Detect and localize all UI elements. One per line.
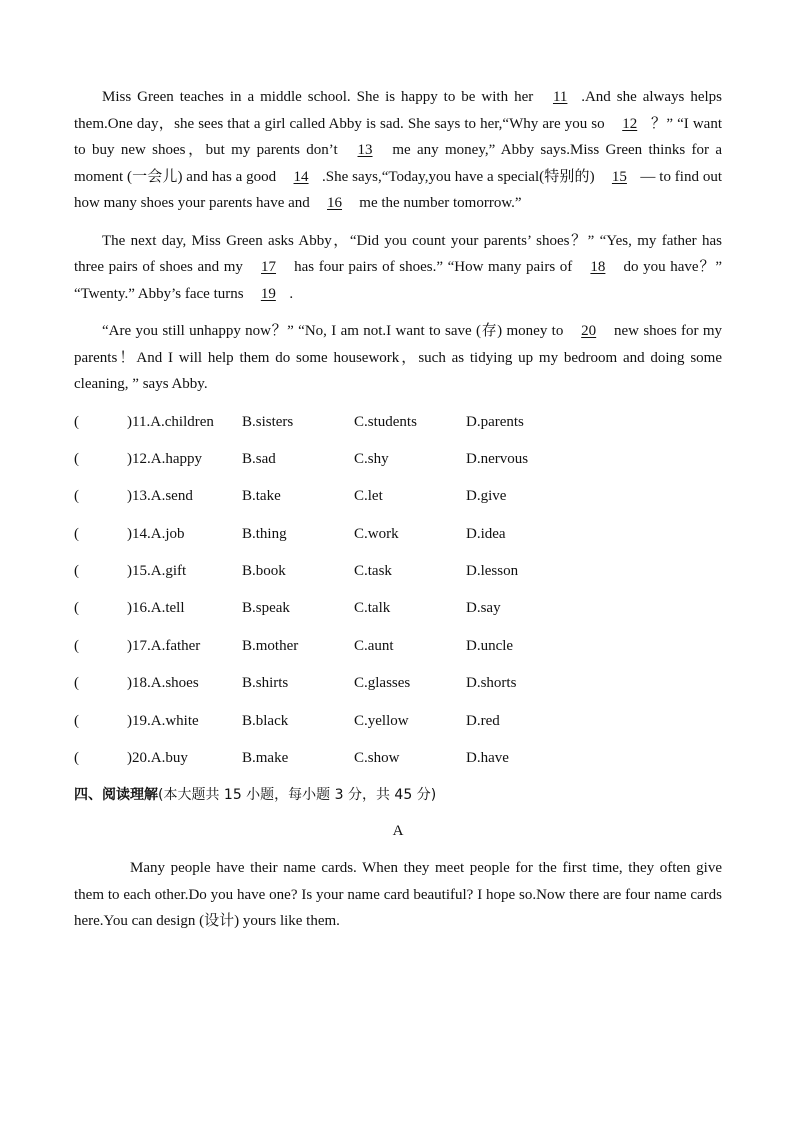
option-row <box>74 670 722 707</box>
options-list <box>74 409 722 783</box>
option-a: )15.A.gift <box>127 563 187 580</box>
option-b: B.mother <box>242 637 299 654</box>
option-b: B.thing <box>242 525 287 542</box>
option-d: D.uncle <box>466 637 514 654</box>
option-b: B.sisters <box>242 413 294 430</box>
option-b: B.speak <box>242 600 290 617</box>
option-c: C.aunt <box>354 637 394 654</box>
option-d: D.lesson <box>466 563 519 580</box>
option-d: D.nervous <box>466 450 529 467</box>
option-b: B.book <box>242 563 286 580</box>
answer-paren: ( <box>74 750 79 767</box>
blank-17: 17 <box>261 259 277 275</box>
text: .And she always helps them.One day，she sees that a girl called Abby is sad. She says to her,“Why are you so <box>74 89 722 132</box>
blank-19: 19 <box>260 285 276 302</box>
passage-label: A <box>392 823 404 840</box>
text: new shoes for my parents！And I will help them do some housework，such as tidying up my bedroom and doing some cleaning, ” says Abby. <box>74 323 723 392</box>
option-d: D.give <box>466 488 507 505</box>
text: ？” “I want to buy new shoes，but my parents don’t <box>74 115 723 158</box>
cloze-paragraph-3 <box>74 318 722 398</box>
answer-paren: ( <box>74 675 79 692</box>
text: “Are you still unhappy now？” “No, I am not.I want to save (存) money to <box>102 323 568 339</box>
blank-16: 16 <box>327 195 343 211</box>
cloze-paragraph-1 <box>74 84 722 217</box>
option-row <box>74 708 722 745</box>
exam-page <box>74 84 722 935</box>
blank-18: 18 <box>590 259 606 275</box>
option-c: C.talk <box>354 600 391 617</box>
option-row <box>74 633 722 670</box>
option-row <box>74 521 722 558</box>
answer-paren: ( <box>74 637 79 654</box>
option-row <box>74 558 722 595</box>
option-a: )19.A.white <box>127 712 199 729</box>
option-c: C.students <box>354 413 417 430</box>
answer-paren: ( <box>74 525 79 542</box>
option-b: B.make <box>242 750 289 767</box>
option-row <box>74 446 722 483</box>
option-d: D.say <box>466 600 501 617</box>
text: .She says,“Today,you have a special(特别的) <box>322 168 599 185</box>
text: . <box>289 285 294 302</box>
answer-paren: ( <box>74 600 79 617</box>
option-c: C.task <box>354 563 392 580</box>
option-b: B.shirts <box>242 675 289 692</box>
option-b: B.black <box>242 712 289 729</box>
option-c: C.work <box>354 525 399 542</box>
option-d: D.shorts <box>466 675 517 692</box>
answer-paren: ( <box>74 712 79 729</box>
blank-13: 13 <box>357 142 373 158</box>
option-d: D.idea <box>466 525 506 542</box>
option-b: B.take <box>242 488 281 505</box>
option-a: )12.A.happy <box>127 450 202 467</box>
answer-paren: ( <box>74 450 79 467</box>
option-a: )18.A.shoes <box>127 675 199 692</box>
section-note: (本大题共 15 小题，每小题 3 分，共 45 分) <box>158 787 437 804</box>
option-row <box>74 745 722 782</box>
option-b: B.sad <box>242 450 276 467</box>
text: do you have？” “Twenty.” Abby’s face turns <box>74 259 722 302</box>
option-c: C.shy <box>354 450 389 467</box>
option-a: )14.A.job <box>127 525 185 542</box>
option-c: C.let <box>354 488 383 505</box>
text: Miss Green teaches in a middle school. She is happy to be with her <box>102 89 540 105</box>
option-c: C.glasses <box>354 675 411 692</box>
text: me any money,” Abby says.Miss Green thinks for a moment (一会儿) and has a good <box>74 142 722 185</box>
option-c: C.yellow <box>354 712 409 729</box>
option-a: )17.A.father <box>127 637 201 654</box>
text: The next day, Miss Green asks Abby，“Did you count your parents’ shoes？” “Yes, my father has three pairs of shoes and my <box>74 232 722 275</box>
option-a: )13.A.send <box>127 488 193 505</box>
cloze-paragraph-2 <box>74 228 722 308</box>
option-a: )16.A.tell <box>127 600 185 617</box>
blank-15: 15 <box>611 168 627 185</box>
option-a: )11.A.children <box>127 413 214 430</box>
option-d: D.parents <box>466 413 524 430</box>
text: — to find out how many shoes your parents have and <box>74 168 722 211</box>
option-row <box>74 409 722 446</box>
blank-11: 11 <box>552 89 568 105</box>
text: me the number tomorrow.” <box>355 195 522 211</box>
option-row <box>74 483 722 520</box>
section-heading <box>74 782 722 808</box>
section-title: 四、阅读理解 <box>74 787 158 804</box>
text: has four pairs of shoes.” “How many pairs of <box>289 259 577 275</box>
answer-paren: ( <box>74 563 79 580</box>
blank-12: 12 <box>622 115 638 132</box>
option-row <box>74 595 722 632</box>
option-a: )20.A.buy <box>127 750 188 767</box>
option-d: D.red <box>466 712 500 729</box>
passage-a-paragraph: Many people have their name cards. When they meet people for the first time, they often give them to each other.Do you have one? Is your name card beautiful? I hope so.Now there are four name cards here.You can design (设计) yours like them. <box>74 860 722 930</box>
blank-14: 14 <box>293 168 309 185</box>
answer-paren: ( <box>74 413 79 430</box>
option-c: C.show <box>354 750 400 767</box>
answer-paren: ( <box>74 488 79 505</box>
blank-20: 20 <box>581 323 597 339</box>
option-d: D.have <box>466 750 509 767</box>
